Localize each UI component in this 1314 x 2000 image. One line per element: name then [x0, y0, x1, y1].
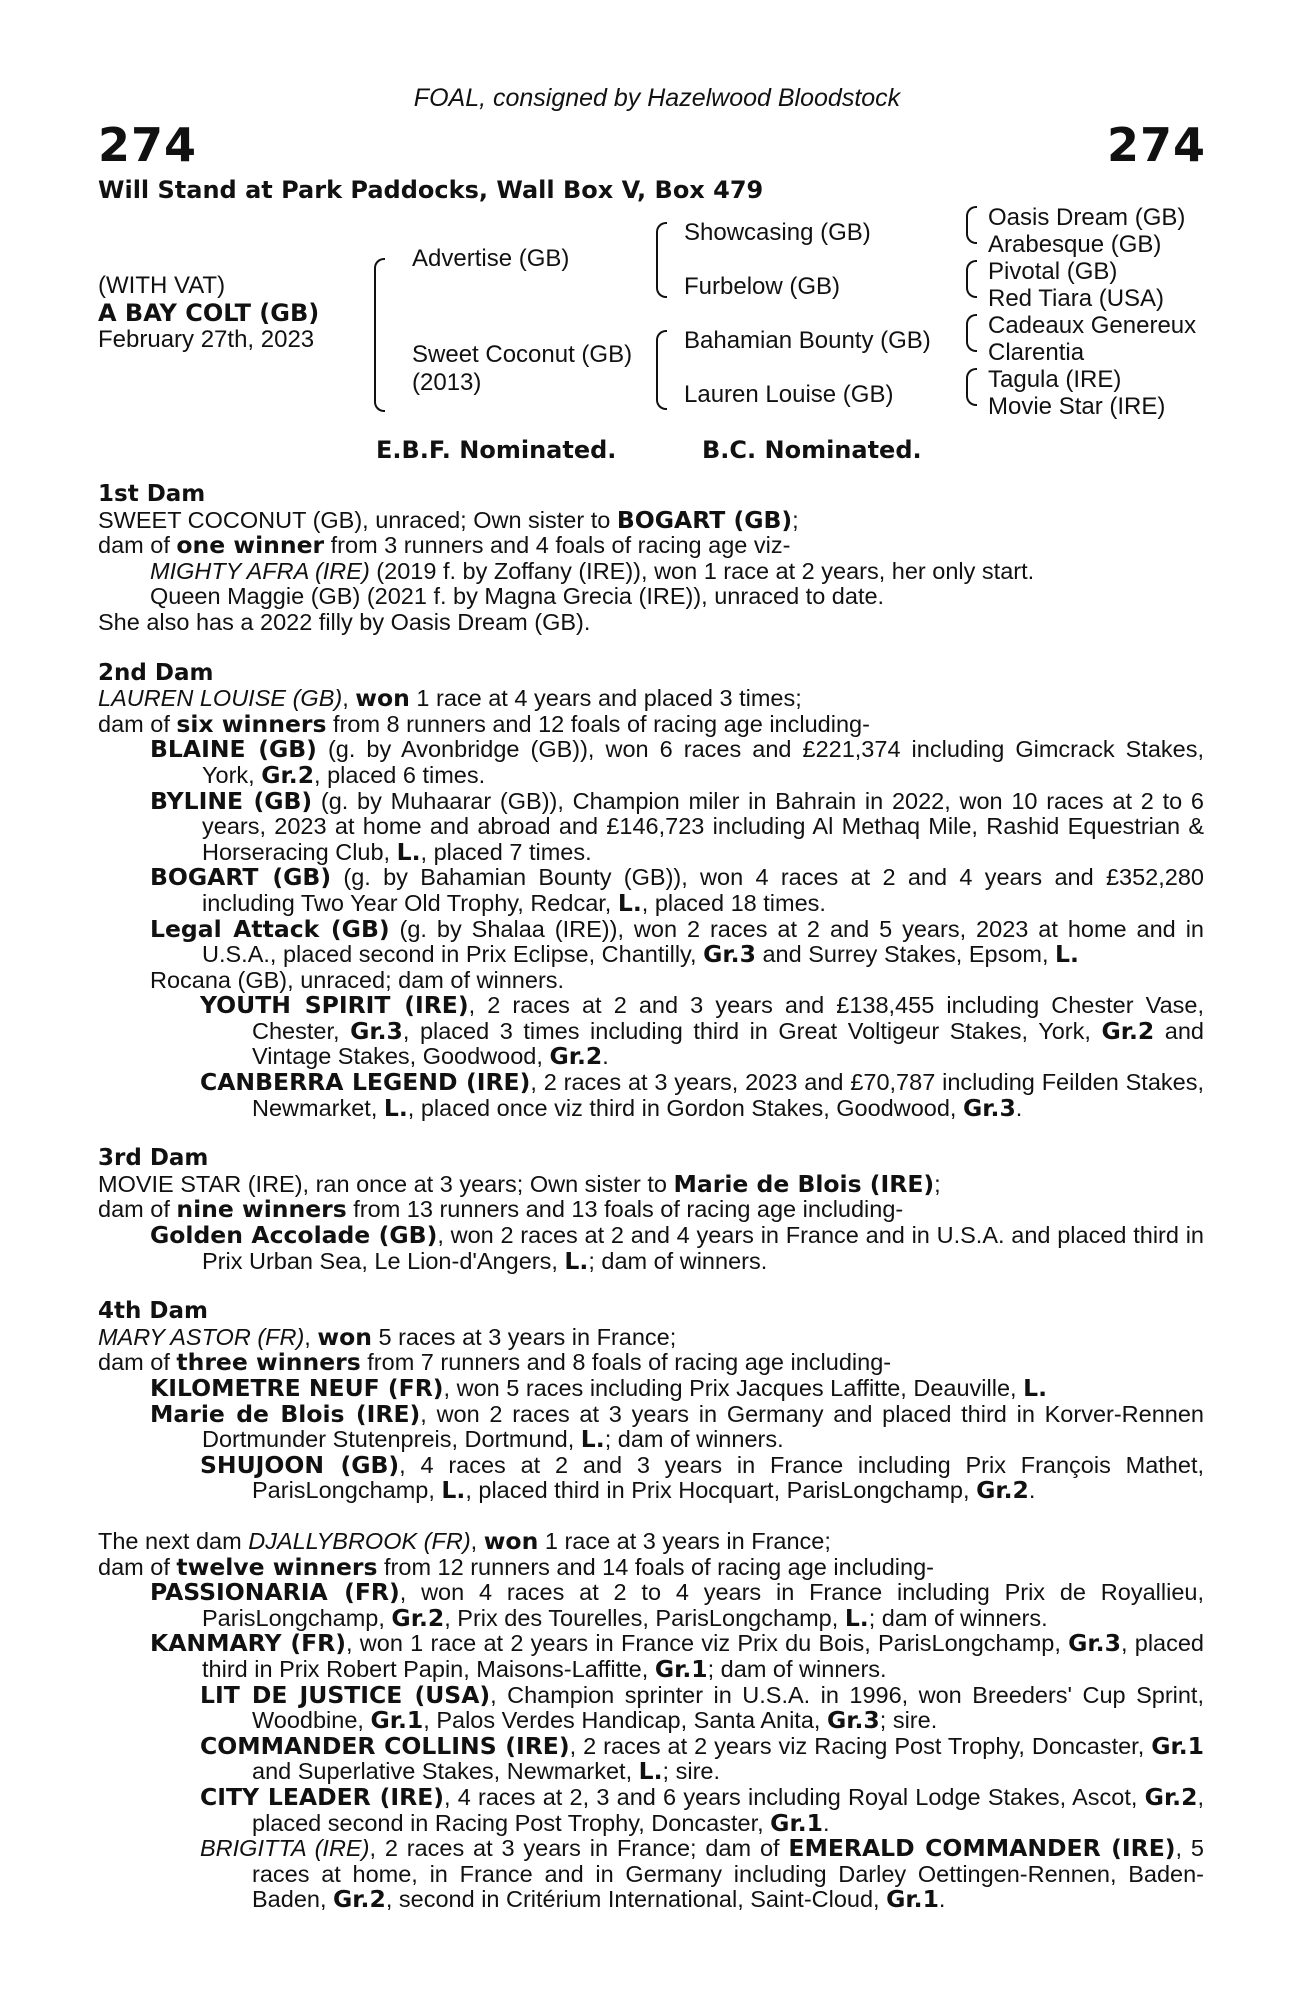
sire-dam: Furbelow (GB)	[684, 273, 841, 300]
ebf-nomination: E.B.F. Nominated.	[376, 436, 617, 464]
brace-g3	[966, 314, 977, 352]
next-dam-produce-line: dam of twelve winners from 12 runners and 14 foals of racing age including-	[98, 1552, 934, 1581]
fourth-dam-line: MARY ASTOR (FR), won 5 races at 3 years in France;	[98, 1322, 677, 1351]
fourth-dam-heading: 4th Dam	[98, 1298, 208, 1325]
produce-entry: Legal Attack (GB) (g. by Shalaa (IRE)), won 2 races at 2 and 5 years, 2023 at home and in U.S.A., placed second in Prix Eclipse, Chantilly, Gr.3 and Surrey Stakes, Epsom, L.	[150, 914, 1204, 969]
stand-location: Will Stand at Park Paddocks, Wall Box V, Box 479	[98, 176, 764, 204]
grandsire-8: Movie Star (IRE)	[988, 393, 1166, 420]
produce-entry: Rocana (GB), unraced; dam of winners.	[150, 966, 565, 993]
produce-entry: KILOMETRE NEUF (FR), won 5 races including Prix Jacques Laffitte, Deauville, L.	[150, 1374, 1047, 1402]
grandsire-6: Clarentia	[988, 339, 1085, 366]
second-dam-line: LAUREN LOUISE (GB), won 1 race at 4 years and placed 3 times;	[98, 684, 802, 713]
grandsire-3: Pivotal (GB)	[988, 258, 1118, 285]
grandsire-2: Arabesque (GB)	[988, 231, 1162, 258]
produce-entry: KANMARY (FR), won 1 race at 2 years in France viz Prix du Bois, ParisLongchamp, Gr.3, placed third in Prix Robert Papin, Maisons-Laffitte, Gr.1; dam of winners.	[150, 1629, 1204, 1683]
brace-g2	[966, 260, 977, 298]
fourth-dam-produce-line: dam of three winners from 7 runners and 8 foals of racing age including-	[98, 1348, 892, 1377]
produce-entry: BYLINE (GB) (g. by Muhaarar (GB)), Champion miler in Bahrain in 2022, won 10 races at 2 to 6 years, 2023 at home and abroad and £146,723 including Al Methaq Mile, Rashid Equestrian & Horseracing Club, L., placed 7 times.	[150, 786, 1204, 866]
produce-entry: MIGHTY AFRA (IRE) (2019 f. by Zoffany (IRE)), won 1 race at 2 years, her only start.	[150, 557, 1035, 584]
produce-entry: BOGART (GB) (g. by Bahamian Bounty (GB)), won 4 races at 2 and 4 years and £352,280 including Two Year Old Trophy, Redcar, L., placed 18 times.	[150, 863, 1204, 917]
first-dam-heading: 1st Dam	[98, 481, 206, 507]
brace-g1	[966, 206, 977, 244]
third-dam-heading: 3rd Dam	[98, 1145, 209, 1172]
sire-sire: Showcasing (GB)	[684, 219, 871, 246]
second-dam-produce-line: dam of six winners from 8 runners and 12 foals of racing age including-	[98, 709, 870, 738]
brace-sire	[656, 222, 667, 298]
grand-produce-entry: LIT DE JUSTICE (USA), Champion sprinter in U.S.A. in 1996, won Breeders' Cup Sprint, Woodbine, Gr.1, Palos Verdes Handicap, Santa Anita, Gr.3; sire.	[200, 1680, 1204, 1735]
bc-nomination: B.C. Nominated.	[702, 436, 922, 464]
produce-entry: PASSIONARIA (FR), won 4 races at 2 to 4 years in France including Prix de Royallieu, ParisLongchamp, Gr.2, Prix des Tourelles, ParisLongchamp, L.; dam of winners.	[150, 1578, 1205, 1632]
lot-number-right: 274	[1106, 118, 1206, 172]
foaling-date: February 27th, 2023	[98, 326, 315, 353]
first-dam-note: She also has a 2022 filly by Oasis Dream (GB).	[98, 608, 591, 635]
produce-entry: Marie de Blois (IRE), won 2 races at 3 years in Germany and placed third in Korver-Rennen Dortmunder Stutenpreis, Dortmund, L.; dam of winners.	[150, 1399, 1204, 1454]
consignment-line: FOAL, consigned by Hazelwood Bloodstock	[413, 84, 901, 112]
vat-note: (WITH VAT)	[98, 272, 226, 299]
brace-dam	[656, 330, 667, 410]
lot-number-left: 274	[98, 118, 198, 172]
second-dam-heading: 2nd Dam	[98, 659, 214, 686]
third-dam-line: MOVIE STAR (IRE), ran once at 3 years; Own sister to Marie de Blois (IRE);	[98, 1169, 941, 1198]
brace-parents	[374, 258, 385, 412]
dam-year: (2013)	[412, 369, 482, 396]
grand-produce-entry: CANBERRA LEGEND (IRE), 2 races at 3 years, 2023 and £70,787 including Feilden Stakes, Newmarket, L., placed once viz third in Gordon Stakes, Goodwood, Gr.3.	[200, 1068, 1204, 1122]
first-dam-line: SWEET COCONUT (GB), unraced; Own sister to BOGART (GB);	[98, 505, 799, 534]
grand-produce-entry: COMMANDER COLLINS (IRE), 2 races at 2 years viz Racing Post Trophy, Doncaster, Gr.1 and Superlative Stakes, Newmarket, L.; sire.	[200, 1731, 1205, 1786]
grandsire-5: Cadeaux Genereux	[988, 312, 1197, 339]
dam-dam: Lauren Louise (GB)	[684, 381, 894, 408]
grandsire-7: Tagula (IRE)	[988, 366, 1122, 393]
brace-g4	[966, 368, 977, 406]
grandsire-4: Red Tiara (USA)	[988, 285, 1165, 312]
grandsire-1: Oasis Dream (GB)	[988, 204, 1186, 231]
third-dam-produce-line: dam of nine winners from 13 runners and 13 foals of racing age including-	[98, 1195, 904, 1224]
sire: Advertise (GB)	[412, 245, 570, 272]
produce-entry: Queen Maggie (GB) (2021 f. by Magna Grecia (IRE)), unraced to date.	[150, 583, 885, 610]
dam-sire: Bahamian Bounty (GB)	[684, 327, 931, 354]
grand-produce-entry: YOUTH SPIRIT (IRE), 2 races at 2 and 3 years and £138,455 including Chester Vase, Chester, Gr.3, placed 3 times including third in Great Voltigeur Stakes, York, Gr.2 and Vintage Stakes, Goodwood, Gr.2.	[200, 991, 1204, 1071]
first-dam-produce-line: dam of one winner from 3 runners and 4 foals of racing age viz-	[98, 531, 791, 560]
produce-entry: Golden Accolade (GB), won 2 races at 2 and 4 years in France and in U.S.A. and placed third in Prix Urban Sea, Le Lion-d'Angers, L.; dam of winners.	[150, 1221, 1204, 1275]
dam: Sweet Coconut (GB)	[412, 341, 633, 368]
grand-produce-entry: BRIGITTA (IRE), 2 races at 3 years in France; dam of EMERALD COMMANDER (IRE), 5 races at home, in France and in Germany including Darley Oettingen-Rennen, Baden-Baden, Gr.2, second in Critérium International, Saint-Cloud, Gr.1.	[200, 1834, 1204, 1914]
grand-produce-entry: CITY LEADER (IRE), 4 races at 2, 3 and 6 years including Royal Lodge Stakes, Ascot, Gr.2, placed second in Racing Post Trophy, Doncaster, Gr.1.	[200, 1782, 1204, 1837]
grand-produce-entry: SHUJOON (GB), 4 races at 2 and 3 years in France including Prix François Mathet, ParisLongchamp, L., placed third in Prix Hocquart, ParisLongchamp, Gr.2.	[200, 1450, 1205, 1505]
next-dam-line: The next dam DJALLYBROOK (FR), won 1 race at 3 years in France;	[98, 1526, 831, 1555]
horse-name: A BAY COLT (GB)	[98, 299, 320, 327]
catalogue-body	[98, 482, 1204, 1913]
produce-entry: BLAINE (GB) (g. by Avonbridge (GB)), won 6 races and £221,374 including Gimcrack Stakes, York, Gr.2, placed 6 times.	[150, 735, 1204, 789]
